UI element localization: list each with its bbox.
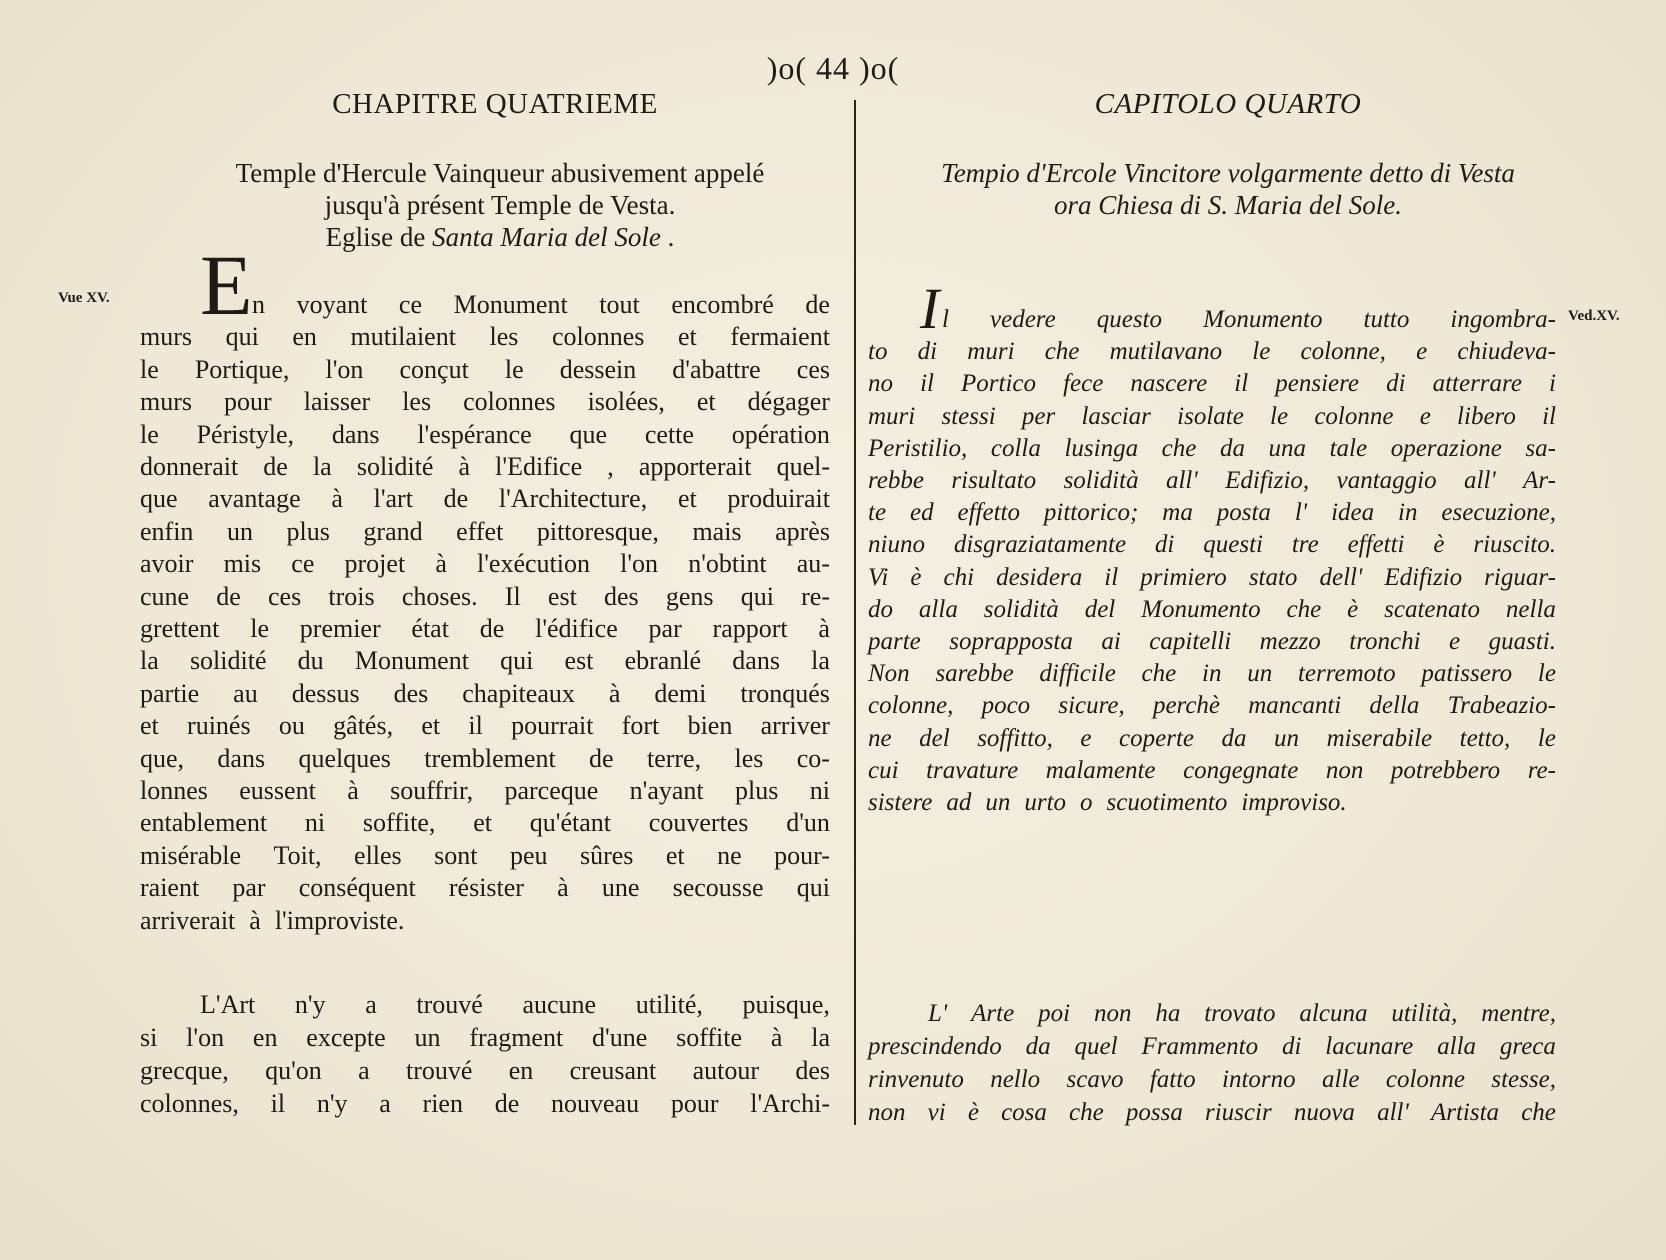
french-paragraph-1-line: raient par conséquent résister à une secousse qui (140, 873, 830, 903)
italian-chapter-title: CAPITOLO QUARTO (1094, 88, 1362, 120)
italian-paragraph-1-line: cui travature malamente congegnate non potrebbero re- (868, 756, 1556, 784)
french-paragraph-1-line: le Portique, l'on conçut le dessein d'abattre ces (140, 354, 830, 384)
italian-paragraph-1-line: colonne, poco sicure, perchè mancanti della Trabeazio- (868, 692, 1556, 720)
french-paragraph-1-line: la solidité du Monument qui est ebranlé dans la (140, 646, 830, 676)
french-paragraph-1-line: avoir mis ce projet à l'exécution l'on n'obtint au- (140, 549, 830, 579)
french-paragraph-2-line: grecque, qu'on a trouvé en creusant autour des (140, 1056, 830, 1085)
french-paragraph-2-line: colonnes, il n'y a rien de nouveau pour l'Archi- (140, 1089, 830, 1118)
page-number-header: )o( 44 )o( (766, 50, 900, 86)
italian-paragraph-1-line: sistere ad un urto o scuotimento improviso. (868, 789, 1347, 816)
french-subtitle (170, 157, 830, 253)
french-paragraph-1-line: murs pour laisser les colonnes isolées, et dégager (140, 387, 830, 417)
italian-paragraph-1-line: te ed effetto pittorico; ma posta l' idea in esecuzione, (868, 499, 1556, 527)
italian-column (860, 88, 1556, 221)
italian-paragraph-1-dropcap: I (920, 276, 940, 341)
french-column (140, 88, 830, 253)
french-paragraph-1-dropcap: E (200, 237, 253, 333)
french-subtitle-line-1: Temple d'Hercule Vainqueur abusivement appelé (235, 158, 765, 188)
french-chapter-title: CHAPITRE QUATRIEME (332, 88, 658, 120)
italian-paragraph-1-line: parte soprapposta ai capitelli mezzo tronchi e guasti. (868, 628, 1556, 655)
italian-subtitle (900, 157, 1556, 221)
italian-paragraph-1-line: rebbe risultato solidità all' Edifizio, vantaggio all' Ar- (868, 467, 1556, 494)
italian-subtitle-line-1: Tempio d'Ercole Vincitore volgarmente detto di Vesta (941, 158, 1515, 188)
french-paragraph-1-line: arriverait à l'improviste. (140, 905, 405, 935)
french-subtitle-church: Santa Maria del Sole (432, 222, 661, 252)
italian-paragraph-1-line: Peristilio, colla lusinga che da una tale operazione sa- (868, 434, 1556, 462)
french-paragraph-1-line: et ruinés ou gâtés, et il pourrait fort bien arriver (140, 711, 830, 741)
french-paragraph-1-line: cune de ces trois choses. Il est des gens qui re- (140, 581, 830, 611)
french-subtitle-prefix: Eglise de (325, 222, 426, 252)
french-paragraph-1-line: murs qui en mutilaient les colonnes et fermaient (140, 322, 830, 352)
column-divider (854, 100, 856, 1125)
italian-paragraph-2-line: L' Arte poi non ha trovato alcuna utilità, mentre, (928, 1000, 1556, 1027)
french-paragraph-1-line: que, dans quelques tremblement de terre, les co- (140, 743, 830, 773)
italian-paragraph-1-line: l vedere questo Monumento tutto ingombra- (942, 306, 1556, 333)
french-paragraph-1-line: entablement ni soffite, et qu'étant couvertes d'un (140, 808, 830, 838)
french-paragraph-1-line: misérable Toit, elles sont peu sûres et ne pour- (140, 840, 830, 870)
italian-paragraph-1-line: niuno disgraziatamente di questi tre effetti è riuscito. (868, 531, 1556, 559)
italian-subtitle-line-2: ora Chiesa di S. Maria del Sole. (1054, 190, 1402, 220)
french-paragraph-1-line: donnerait de la solidité à l'Edifice , apporterait quel- (140, 452, 830, 481)
french-subtitle-line-3 (170, 221, 830, 253)
french-paragraph-1-line: enfin un plus grand effet pittoresque, mais après (140, 516, 830, 546)
french-paragraph-2-line: L'Art n'y a trouvé aucune utilité, puisque, (200, 990, 830, 1019)
italian-paragraph-1-line: muri stessi per lasciar isolate le colonne e libero il (868, 402, 1556, 430)
italian-paragraph-1-line: do alla solidità del Monumento che è scatenato nella (868, 595, 1556, 623)
margin-note-right: Ved.XV. (1568, 308, 1620, 324)
french-paragraph-1-line: le Péristyle, dans l'espérance que cette opération (140, 419, 830, 449)
italian-paragraph-1-line: Vi è chi desidera il primiero stato dell' Edifizio riguar- (868, 563, 1556, 591)
french-paragraph-1-line: partie au dessus des chapiteaux à demi tronqués (140, 678, 830, 708)
french-paragraph-1-line: n voyant ce Monument tout encombré de (252, 290, 830, 319)
italian-paragraph-1-line: ne del soffitto, e coperte da un miserabile tetto, le (868, 724, 1556, 752)
italian-paragraph-1-line: to di muri che mutilavano le colonne, e chiudeva- (868, 338, 1556, 366)
french-paragraph-1-line: lonnes eussent à souffrir, parceque n'ayant plus ni (140, 776, 830, 805)
french-paragraph-1-line: que avantage à l'art de l'Architecture, et produirait (140, 484, 830, 514)
french-subtitle-line-2: jusqu'à présent Temple de Vesta. (324, 190, 676, 220)
italian-paragraph-2-line: prescindendo da quel Frammento di lacunare alla greca (868, 1033, 1556, 1060)
italian-paragraph-2-line: rinvenuto nello scavo fatto intorno alle colonne stesse, (868, 1066, 1556, 1093)
french-paragraph-1-line: grettent le premier état de l'édifice par rapport à (140, 614, 830, 643)
italian-paragraph-1-line: no il Portico fece nascere il pensiere di atterrare i (868, 370, 1556, 398)
margin-note-left: Vue XV. (58, 290, 110, 306)
french-subtitle-suffix: . (667, 222, 675, 252)
french-paragraph-2-line: si l'on en excepte un fragment d'une soffite à la (140, 1023, 830, 1052)
italian-paragraph-1-line: Non sarebbe difficile che in un terremoto patissero le (868, 660, 1556, 688)
italian-paragraph-2-line: non vi è cosa che possa riuscir nuova all' Artista che (868, 1099, 1556, 1126)
